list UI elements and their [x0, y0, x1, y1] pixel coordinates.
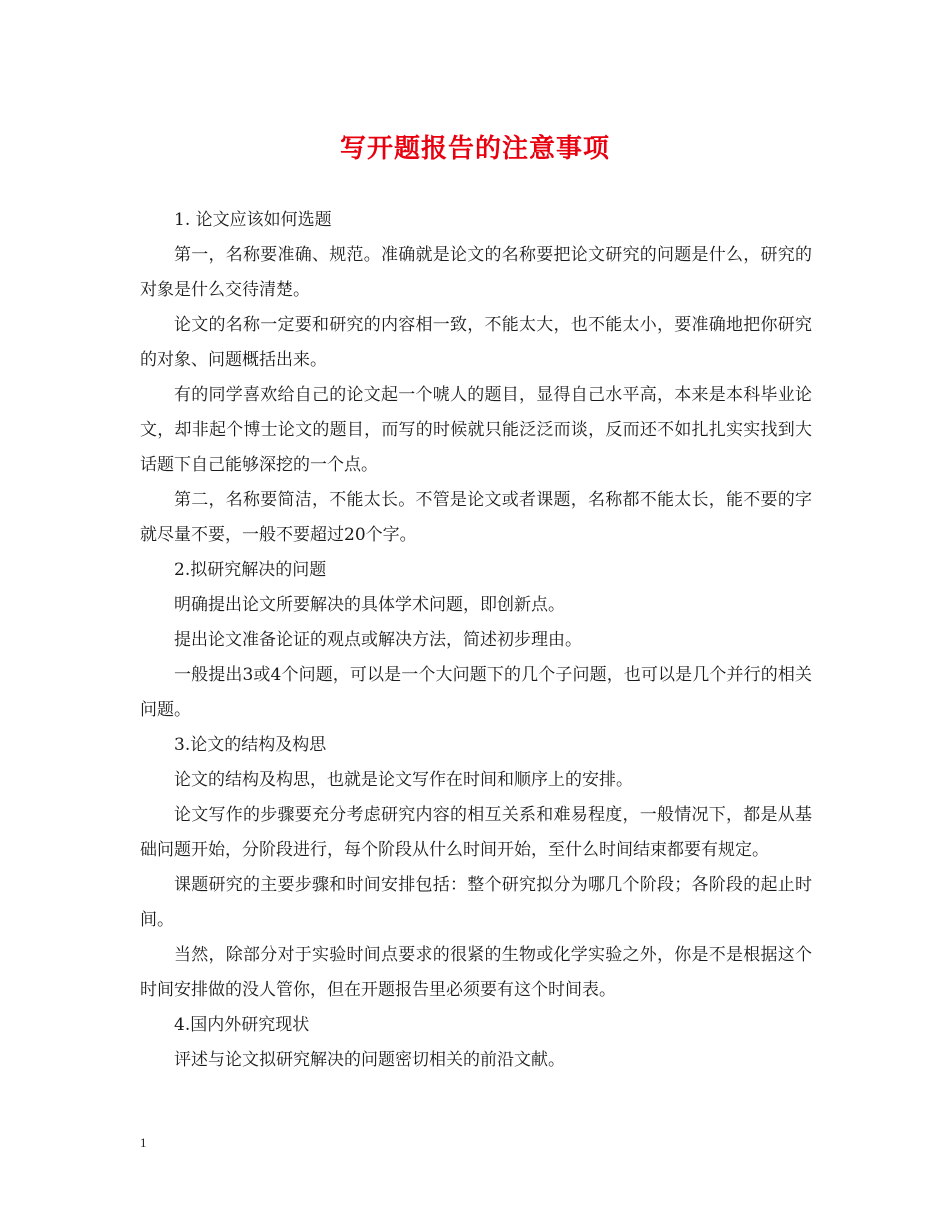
section-heading: 4.国内外研究现状	[174, 1015, 310, 1035]
paragraph: 第二，名称要简洁，不能太长。不管是论文或者课题，名称都不能太长，能不要的字就尽量不要，一般不要超过20个字。	[140, 490, 812, 545]
paragraph: 论文的名称一定要和研究的内容相一致，不能太大，也不能太小，要准确地把你研究的对象、问题概括出来。	[140, 315, 812, 370]
paragraph: 论文写作的步骤要充分考虑研究内容的相互关系和难易程度，一般情况下，都是从基础问题开始，分阶段进行，每个阶段从什么时间开始，至什么时间结束都要有规定。	[140, 805, 812, 860]
paragraph: 第一，名称要准确、规范。准确就是论文的名称要把论文研究的问题是什么，研究的对象是什么交待清楚。	[140, 245, 812, 300]
paragraph: 当然，除部分对于实验时间点要求的很紧的生物或化学实验之外，你是不是根据这个时间安排做的没人管你，但在开题报告里必须要有这个时间表。	[140, 945, 812, 1000]
paragraph: 有的同学喜欢给自己的论文起一个唬人的题目，显得自己水平高，本来是本科毕业论文，却非起个博士论文的题目，而写的时候就只能泛泛而谈，反而还不如扎扎实实找到大话题下自己能够深挖的一个点。	[140, 385, 812, 475]
paragraph: 明确提出论文所要解决的具体学术问题，即创新点。	[174, 595, 565, 615]
section-heading: 2.拟研究解决的问题	[174, 560, 327, 580]
section-heading: 3.论文的结构及构思	[174, 735, 327, 755]
paragraph: 一般提出3或4个问题，可以是一个大问题下的几个子问题，也可以是几个并行的相关问题。	[140, 665, 812, 720]
document-title: 写开题报告的注意事项	[339, 134, 610, 164]
section-heading: 1. 论文应该如何选题	[174, 210, 332, 230]
paragraph: 论文的结构及构思，也就是论文写作在时间和顺序上的安排。	[174, 770, 633, 790]
paragraph: 课题研究的主要步骤和时间安排包括：整个研究拟分为哪几个阶段；各阶段的起止时间。	[140, 875, 812, 930]
paragraph: 提出论文准备论证的观点或解决方法，简述初步理由。	[174, 630, 582, 650]
document-body	[140, 203, 812, 1078]
page-number: 1	[140, 1135, 147, 1150]
paragraph: 评述与论文拟研究解决的问题密切相关的前沿文献。	[174, 1050, 565, 1070]
